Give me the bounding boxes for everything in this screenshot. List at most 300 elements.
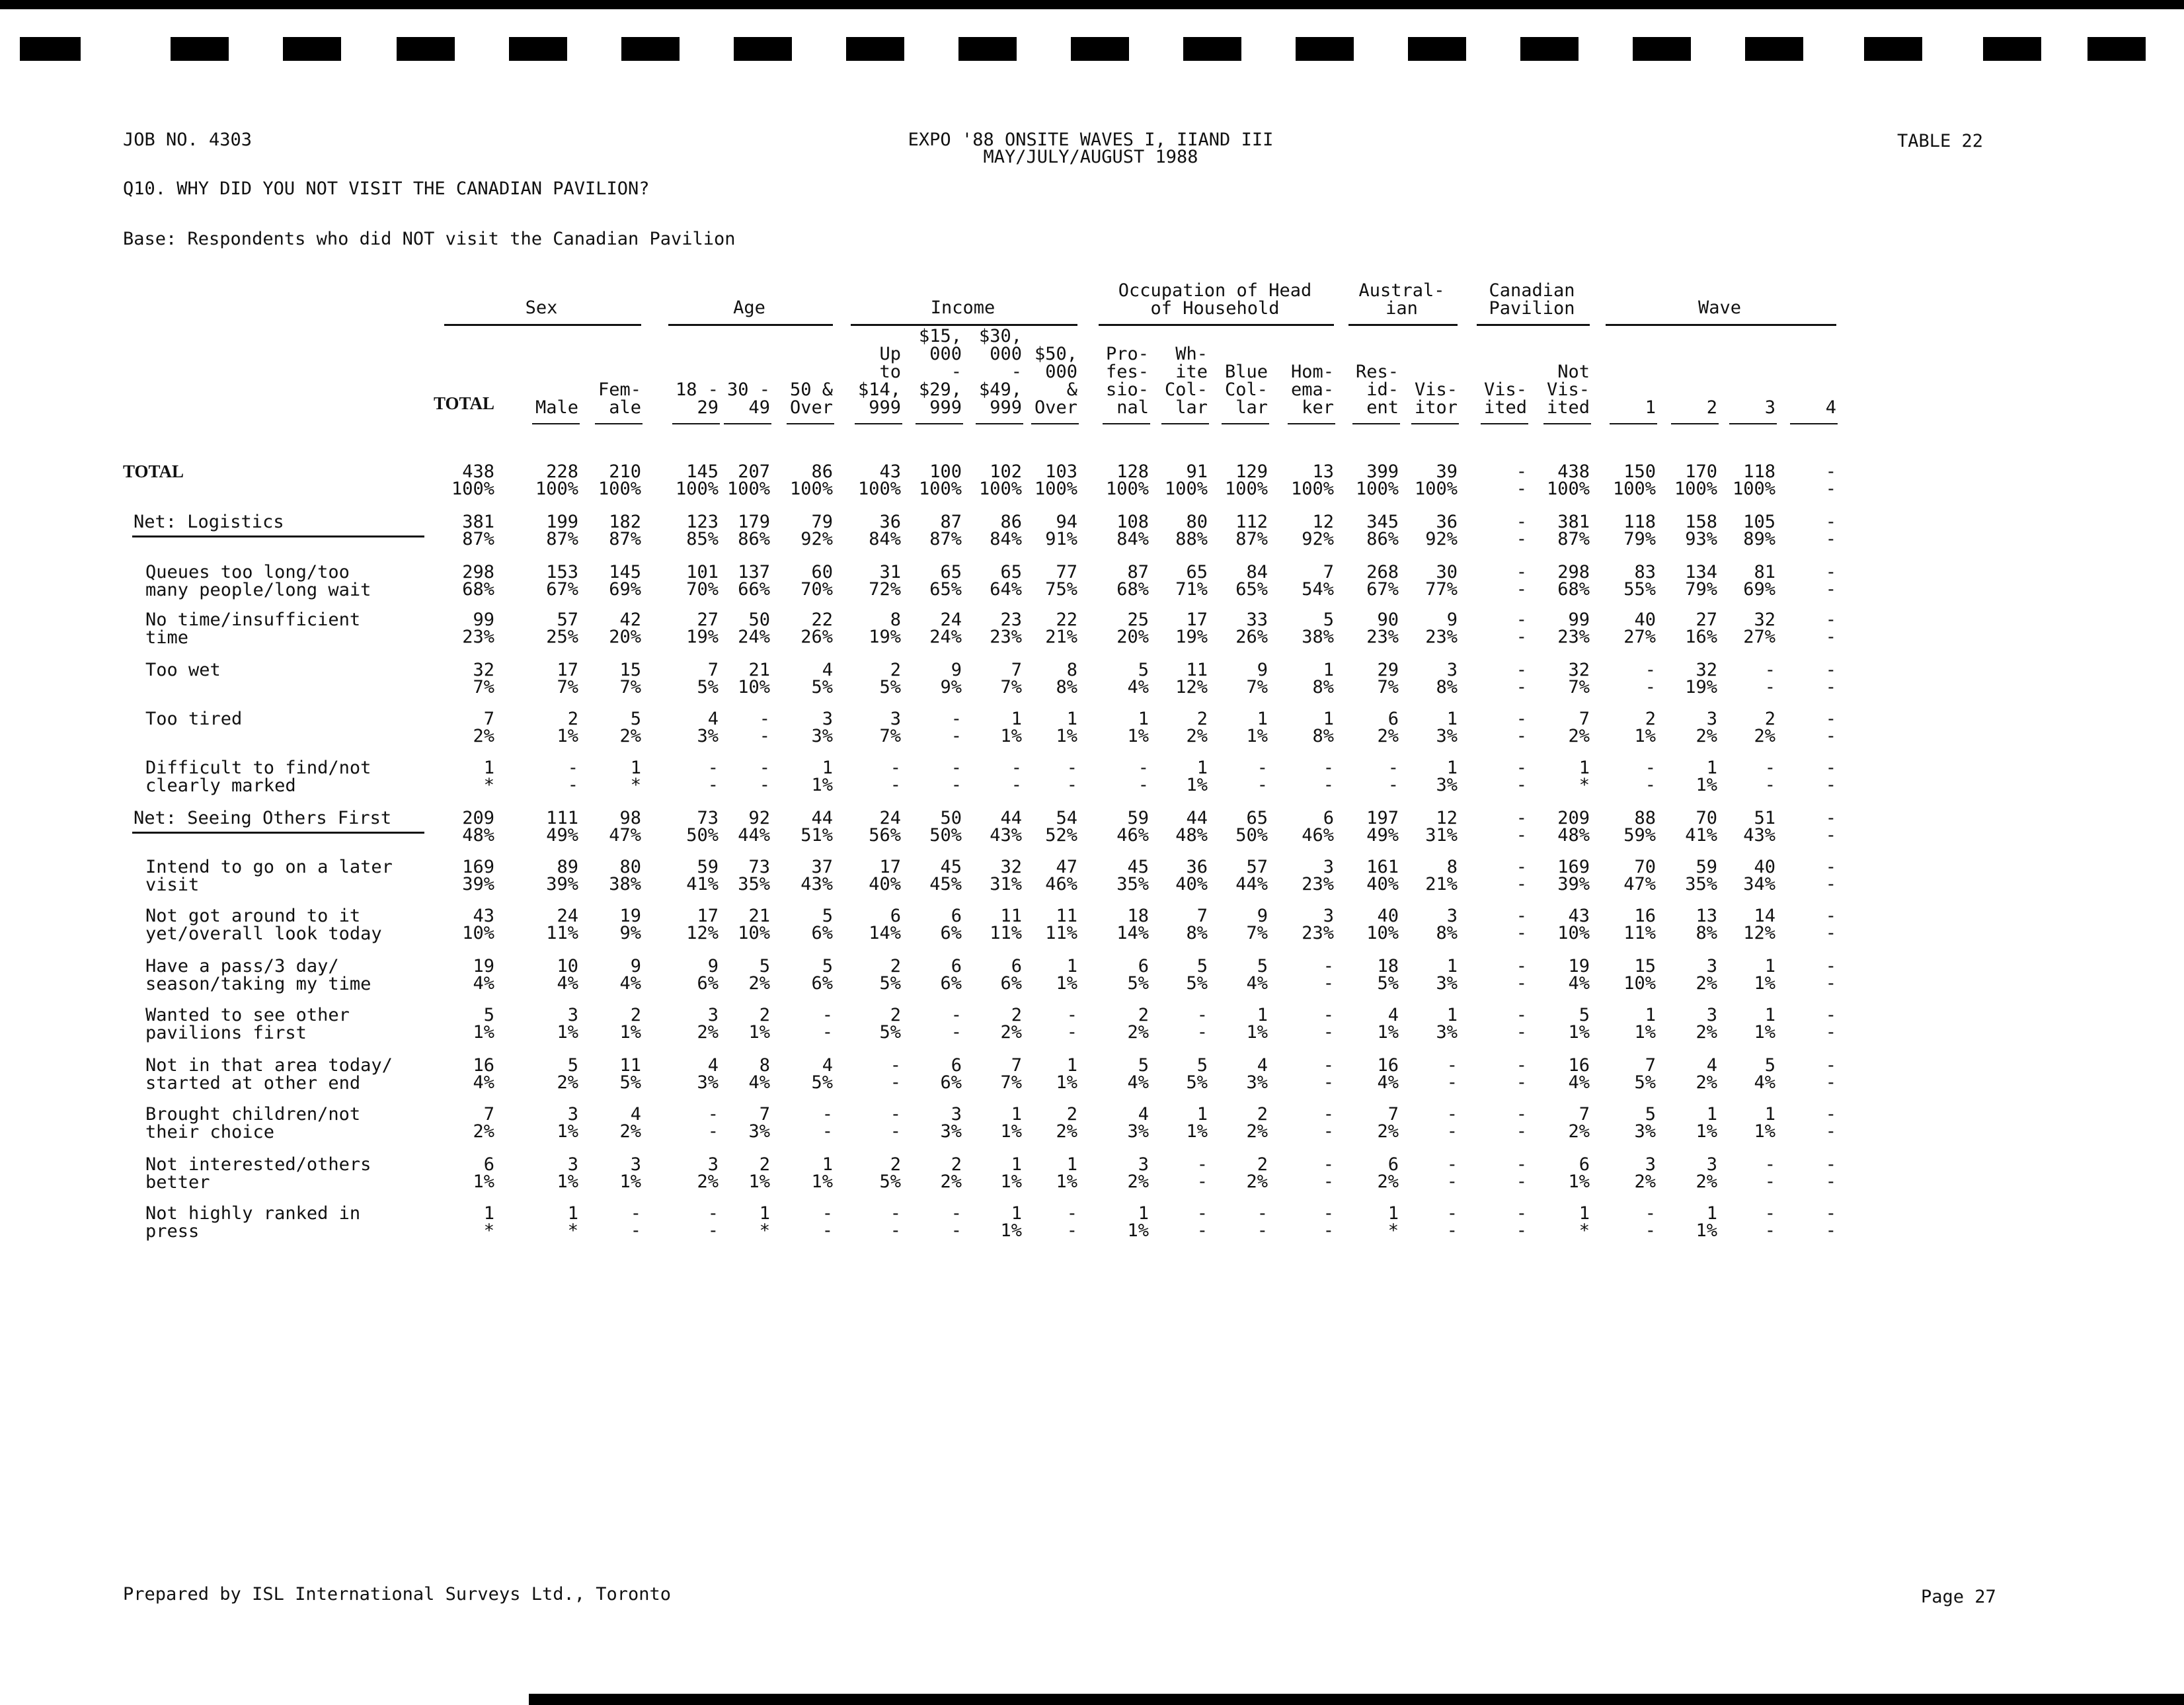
percent-cell: 70% (800, 579, 833, 600)
percent-cell: - (890, 775, 901, 795)
percent-cell: 1% (1186, 775, 1208, 795)
count-cell: 1 (1066, 709, 1077, 729)
count-cell: - (1764, 758, 1775, 778)
count-cell: 1 (1446, 1005, 1458, 1025)
count-cell: 17 (557, 660, 578, 680)
percent-cell: 11% (990, 923, 1022, 943)
table-number: TABLE 22 (1897, 131, 1984, 151)
percent-cell: 21% (1425, 874, 1458, 894)
percent-cell: 2% (473, 726, 494, 746)
count-cell: 108 (1116, 512, 1149, 532)
percent-cell: 2% (1127, 1171, 1149, 1192)
percent-cell: - (1825, 677, 1836, 697)
count-cell: 1 (1446, 709, 1458, 729)
percent-cell: 12% (686, 923, 719, 943)
percent-cell: 6% (697, 973, 719, 994)
count-cell: 4 (1257, 1055, 1268, 1076)
count-cell: 3 (1323, 857, 1334, 877)
percent-cell: - (1516, 677, 1527, 697)
count-cell: 102 (990, 461, 1022, 482)
count-cell: 5 (1138, 1055, 1149, 1076)
column-header: Up to $14, 999 (857, 344, 901, 418)
percent-cell: - (1066, 1022, 1077, 1043)
count-cell: 1 (1645, 1005, 1656, 1025)
count-cell: 199 (546, 512, 578, 532)
count-cell: 33 (1246, 610, 1268, 630)
count-cell: - (1825, 1104, 1836, 1125)
percent-cell: - (1825, 726, 1836, 746)
percent-cell: - (1516, 1121, 1527, 1142)
percent-cell: 1% (557, 1171, 578, 1192)
count-cell: 2 (890, 1005, 901, 1025)
count-cell: - (890, 1055, 901, 1076)
percent-cell: 49% (1366, 825, 1399, 846)
count-cell: - (1516, 512, 1527, 532)
percent-cell: 14% (1116, 923, 1149, 943)
percent-cell: 87% (1235, 529, 1268, 549)
count-cell: 36 (879, 512, 901, 532)
count-cell: - (1645, 1203, 1656, 1224)
percent-cell: 4% (1377, 1072, 1399, 1093)
percent-cell: 8% (1436, 923, 1458, 943)
percent-cell: 24% (929, 627, 962, 647)
percent-cell: - (1323, 1121, 1334, 1142)
percent-cell: 87% (1557, 529, 1590, 549)
percent-cell: 8% (1436, 677, 1458, 697)
count-cell: - (1516, 906, 1527, 926)
count-cell: 36 (1436, 512, 1458, 532)
percent-cell: - (1323, 1072, 1334, 1093)
count-cell: - (822, 1005, 833, 1025)
count-cell: 3 (1706, 709, 1717, 729)
count-cell: 228 (546, 461, 578, 482)
count-cell: 2 (630, 1005, 641, 1025)
column-header: Vis- itor (1414, 379, 1458, 418)
count-cell: 7 (1579, 709, 1590, 729)
percent-cell: 68% (462, 579, 494, 600)
percent-cell: 100% (918, 479, 962, 499)
percent-cell: 5% (1634, 1072, 1656, 1093)
percent-cell: 1% (1056, 726, 1077, 746)
count-cell: 1 (1706, 1104, 1717, 1125)
count-cell: - (1825, 758, 1836, 778)
percent-cell: 48% (1557, 825, 1590, 846)
percent-cell: 25% (546, 627, 578, 647)
percent-cell: 2% (697, 1022, 719, 1043)
percent-cell: 23% (1302, 923, 1334, 943)
percent-cell: 50% (1235, 825, 1268, 846)
count-cell: 2 (890, 1154, 901, 1175)
percent-cell: 7% (1000, 677, 1022, 697)
punch-mark (1745, 37, 1803, 61)
question-text: Q10. WHY DID YOU NOT VISIT THE CANADIAN PAVILION? (123, 178, 650, 199)
percent-cell: - (1825, 479, 1836, 499)
count-cell: - (890, 758, 901, 778)
count-cell: 118 (1743, 461, 1775, 482)
percent-cell: - (822, 1220, 833, 1241)
percent-cell: 100% (726, 479, 770, 499)
count-cell: 3 (1706, 1005, 1717, 1025)
count-cell: 129 (1235, 461, 1268, 482)
count-cell: 381 (462, 512, 494, 532)
count-cell: 13 (1312, 461, 1334, 482)
percent-cell: 84% (869, 529, 901, 549)
column-header: 50 & Over (789, 379, 833, 418)
percent-cell: - (1825, 923, 1836, 943)
percent-cell: 20% (609, 627, 641, 647)
percent-cell: 39% (1557, 874, 1590, 894)
percent-cell: 16% (1685, 627, 1717, 647)
group-header: Sex (525, 297, 558, 318)
percent-cell: 56% (869, 825, 901, 846)
column-header: Not Vis- ited (1546, 362, 1590, 418)
punch-mark (734, 37, 792, 61)
group-header: Austral- ian (1358, 280, 1445, 319)
count-cell: 98 (619, 808, 641, 828)
percent-cell: 7% (1377, 677, 1399, 697)
count-cell: 57 (1246, 857, 1268, 877)
count-cell: 399 (1366, 461, 1399, 482)
percent-cell: - (1516, 479, 1527, 499)
count-cell: 298 (1557, 562, 1590, 582)
percent-cell: 87% (546, 529, 578, 549)
count-cell: 1 (1706, 758, 1717, 778)
count-cell: - (1825, 562, 1836, 582)
percent-cell: 10% (462, 923, 494, 943)
count-cell: - (1516, 709, 1527, 729)
count-cell: 70 (1696, 808, 1717, 828)
percent-cell: 5% (1127, 973, 1149, 994)
count-cell: - (1446, 1154, 1458, 1175)
column-header: $30, 000 - $49, 999 (978, 326, 1022, 418)
count-cell: 21 (748, 906, 770, 926)
percent-cell: 50% (686, 825, 719, 846)
column-underline (532, 423, 580, 424)
count-cell: 1 (1066, 1154, 1077, 1175)
count-cell: 137 (738, 562, 770, 582)
count-cell: 45 (940, 857, 962, 877)
percent-cell: - (1066, 1220, 1077, 1241)
count-cell: 3 (630, 1154, 641, 1175)
count-cell: 8 (1446, 857, 1458, 877)
percent-cell: - (1516, 579, 1527, 600)
percent-cell: - (890, 1121, 901, 1142)
percent-cell: 89% (1743, 529, 1775, 549)
percent-cell: * (759, 1220, 770, 1241)
percent-cell: 12% (1743, 923, 1775, 943)
count-cell: - (759, 758, 770, 778)
percent-cell: 2% (1127, 1022, 1149, 1043)
count-cell: 2 (1764, 709, 1775, 729)
percent-cell: 23% (1302, 874, 1334, 894)
percent-cell: 21% (1045, 627, 1077, 647)
count-cell: 9 (630, 956, 641, 976)
count-cell: - (951, 1005, 962, 1025)
count-cell: - (1764, 1203, 1775, 1224)
percent-cell: 5% (1186, 1072, 1208, 1093)
count-cell: 4 (1706, 1055, 1717, 1076)
count-cell: 7 (1011, 1055, 1022, 1076)
count-cell: - (1825, 1154, 1836, 1175)
count-cell: 29 (1377, 660, 1399, 680)
count-cell: 59 (1127, 808, 1149, 828)
percent-cell: 2% (1696, 1072, 1717, 1093)
punch-mark (1183, 37, 1241, 61)
count-cell: 182 (609, 512, 641, 532)
percent-cell: 1% (1377, 1022, 1399, 1043)
count-cell: - (1323, 956, 1334, 976)
count-cell: 8 (1066, 660, 1077, 680)
percent-cell: - (1516, 627, 1527, 647)
count-cell: 105 (1743, 512, 1775, 532)
percent-cell: 88% (1175, 529, 1208, 549)
percent-cell: 46% (1116, 825, 1149, 846)
percent-cell: - (1825, 1072, 1836, 1093)
count-cell: 50 (748, 610, 770, 630)
count-cell: - (1257, 758, 1268, 778)
percent-cell: 11% (1045, 923, 1077, 943)
percent-cell: 5% (697, 677, 719, 697)
prepared-by: Prepared by ISL International Surveys Ltd., Toronto (123, 1584, 672, 1605)
percent-cell: - (1825, 825, 1836, 846)
percent-cell: * (630, 775, 641, 795)
count-cell: 99 (1568, 610, 1590, 630)
percent-cell: 43% (1743, 825, 1775, 846)
percent-cell: 100% (1355, 479, 1399, 499)
count-cell: 3 (1645, 1154, 1656, 1175)
percent-cell: 2% (1696, 973, 1717, 994)
percent-cell: 2% (940, 1171, 962, 1192)
count-cell: 40 (1377, 906, 1399, 926)
percent-cell: 1% (811, 775, 833, 795)
percent-cell: * (1579, 1220, 1590, 1241)
percent-cell: - (707, 775, 719, 795)
count-cell: - (1516, 956, 1527, 976)
count-cell: 9 (1257, 660, 1268, 680)
count-cell: - (1516, 1104, 1527, 1125)
percent-cell: 4% (748, 1072, 770, 1093)
count-cell: 65 (1000, 562, 1022, 582)
percent-cell: 2% (1568, 726, 1590, 746)
column-header: 2 (1706, 397, 1717, 418)
count-cell: - (1011, 758, 1022, 778)
percent-cell: 1% (1754, 973, 1775, 994)
percent-cell: 23% (462, 627, 494, 647)
percent-cell: 2% (1696, 1022, 1717, 1043)
percent-cell: 66% (738, 579, 770, 600)
percent-cell: 1% (1000, 1121, 1022, 1142)
count-cell: 1 (822, 758, 833, 778)
count-cell: 23 (1000, 610, 1022, 630)
percent-cell: 1% (1754, 1121, 1775, 1142)
count-cell: 3 (1446, 660, 1458, 680)
count-cell: 209 (1557, 808, 1590, 828)
count-cell: 1 (567, 1203, 578, 1224)
count-cell: 3 (890, 709, 901, 729)
count-cell: 207 (738, 461, 770, 482)
count-cell: 4 (1387, 1005, 1399, 1025)
count-cell: 57 (557, 610, 578, 630)
percent-cell: 3% (811, 726, 833, 746)
percent-cell: 4% (473, 1072, 494, 1093)
count-cell: 92 (748, 808, 770, 828)
count-cell: 1 (1764, 956, 1775, 976)
count-cell: 7 (707, 660, 719, 680)
count-cell: 50 (940, 808, 962, 828)
percent-cell: 100% (1414, 479, 1458, 499)
count-cell: 32 (1000, 857, 1022, 877)
percent-cell: 2% (1696, 726, 1717, 746)
percent-cell: - (1257, 1220, 1268, 1241)
count-cell: 438 (1557, 461, 1590, 482)
percent-cell: 4% (1568, 1072, 1590, 1093)
percent-cell: 23% (1425, 627, 1458, 647)
percent-cell: 52% (1045, 825, 1077, 846)
count-cell: 7 (483, 1104, 494, 1125)
count-cell: 5 (759, 956, 770, 976)
row-label: Not interested/others better (145, 1154, 371, 1193)
count-cell: 11 (619, 1055, 641, 1076)
percent-cell: - (1825, 579, 1836, 600)
count-cell: 170 (1685, 461, 1717, 482)
count-cell: 7 (1196, 906, 1208, 926)
percent-cell: 8% (1186, 923, 1208, 943)
percent-cell: 4% (1246, 973, 1268, 994)
count-cell: - (1323, 1005, 1334, 1025)
count-cell: 73 (748, 857, 770, 877)
percent-cell: 14% (869, 923, 901, 943)
column-underline (1729, 423, 1777, 424)
count-cell: 32 (1754, 610, 1775, 630)
percent-cell: 8% (1056, 677, 1077, 697)
count-cell: 59 (697, 857, 719, 877)
percent-cell: 69% (609, 579, 641, 600)
count-cell: - (1825, 709, 1836, 729)
count-cell: - (822, 1104, 833, 1125)
percent-cell: 7% (1000, 1072, 1022, 1093)
count-cell: 19 (619, 906, 641, 926)
percent-cell: 40% (869, 874, 901, 894)
percent-cell: 2% (1696, 1171, 1717, 1192)
percent-cell: - (1825, 1121, 1836, 1142)
count-cell: 3 (567, 1005, 578, 1025)
scan-bottom-border (529, 1694, 2184, 1705)
percent-cell: 49% (546, 825, 578, 846)
punch-mark (2087, 37, 2146, 61)
count-cell: 5 (822, 906, 833, 926)
count-cell: 16 (1568, 1055, 1590, 1076)
count-cell: 145 (686, 461, 719, 482)
group-underline (1477, 324, 1590, 326)
column-underline (595, 423, 643, 424)
punch-mark (846, 37, 904, 61)
percent-cell: - (1516, 1022, 1527, 1043)
percent-cell: - (822, 1121, 833, 1142)
count-cell: - (1196, 1005, 1208, 1025)
count-cell: 209 (462, 808, 494, 828)
percent-cell: 65% (1235, 579, 1268, 600)
count-cell: 1 (1387, 1203, 1399, 1224)
group-underline (1606, 324, 1836, 326)
percent-cell: - (630, 1220, 641, 1241)
count-cell: 40 (1754, 857, 1775, 877)
punch-mark (20, 37, 81, 61)
percent-cell: - (759, 775, 770, 795)
percent-cell: 6% (940, 973, 962, 994)
percent-cell: 100% (1732, 479, 1775, 499)
punch-mark (171, 37, 229, 61)
count-cell: 3 (1706, 1154, 1717, 1175)
percent-cell: 8% (1696, 923, 1717, 943)
percent-cell: - (890, 1220, 901, 1241)
count-cell: 22 (811, 610, 833, 630)
percent-cell: 7% (879, 726, 901, 746)
count-cell: - (890, 1203, 901, 1224)
count-cell: 5 (1196, 956, 1208, 976)
percent-cell: - (1516, 1220, 1527, 1241)
count-cell: 32 (1568, 660, 1590, 680)
percent-cell: - (1645, 1220, 1656, 1241)
count-cell: 65 (1246, 808, 1268, 828)
percent-cell: 100% (1034, 479, 1077, 499)
count-cell: - (951, 1203, 962, 1224)
net-underline (132, 832, 424, 834)
punch-mark (1864, 37, 1922, 61)
base-text: Base: Respondents who did NOT visit the Canadian Pavilion (123, 229, 736, 249)
count-cell: 1 (1011, 1203, 1022, 1224)
count-cell: 5 (1138, 660, 1149, 680)
count-cell: 1 (1323, 709, 1334, 729)
percent-cell: - (1764, 1171, 1775, 1192)
column-header: Res- id- ent (1355, 362, 1399, 418)
percent-cell: 100% (675, 479, 719, 499)
count-cell: 27 (697, 610, 719, 630)
percent-cell: 2% (1568, 1121, 1590, 1142)
percent-cell: 2% (1377, 1171, 1399, 1192)
count-cell: - (1196, 1203, 1208, 1224)
percent-cell: 1% (1696, 1121, 1717, 1142)
count-cell: 6 (1387, 709, 1399, 729)
percent-cell: 6% (940, 923, 962, 943)
count-cell: 6 (483, 1154, 494, 1175)
count-cell: - (1066, 1005, 1077, 1025)
count-cell: 1 (1323, 660, 1334, 680)
percent-cell: 2% (1000, 1022, 1022, 1043)
percent-cell: 26% (800, 627, 833, 647)
percent-cell: 100% (978, 479, 1022, 499)
percent-cell: 100% (598, 479, 641, 499)
count-cell: 17 (1186, 610, 1208, 630)
punch-mark (1071, 37, 1129, 61)
count-cell: 65 (1186, 562, 1208, 582)
count-cell: 4 (1138, 1104, 1149, 1125)
percent-cell: 87% (609, 529, 641, 549)
percent-cell: 2% (1246, 1121, 1268, 1142)
count-cell: 123 (686, 512, 719, 532)
count-cell: 2 (1196, 709, 1208, 729)
column-underline (1411, 423, 1459, 424)
percent-cell: 5% (879, 1022, 901, 1043)
count-cell: 9 (1257, 906, 1268, 926)
count-cell: 43 (473, 906, 494, 926)
count-cell: 99 (473, 610, 494, 630)
count-cell: - (1516, 1055, 1527, 1076)
percent-cell: 3% (1436, 775, 1458, 795)
count-cell: 169 (1557, 857, 1590, 877)
column-header: 4 (1825, 397, 1836, 418)
percent-cell: - (1825, 874, 1836, 894)
count-cell: - (1764, 1154, 1775, 1175)
